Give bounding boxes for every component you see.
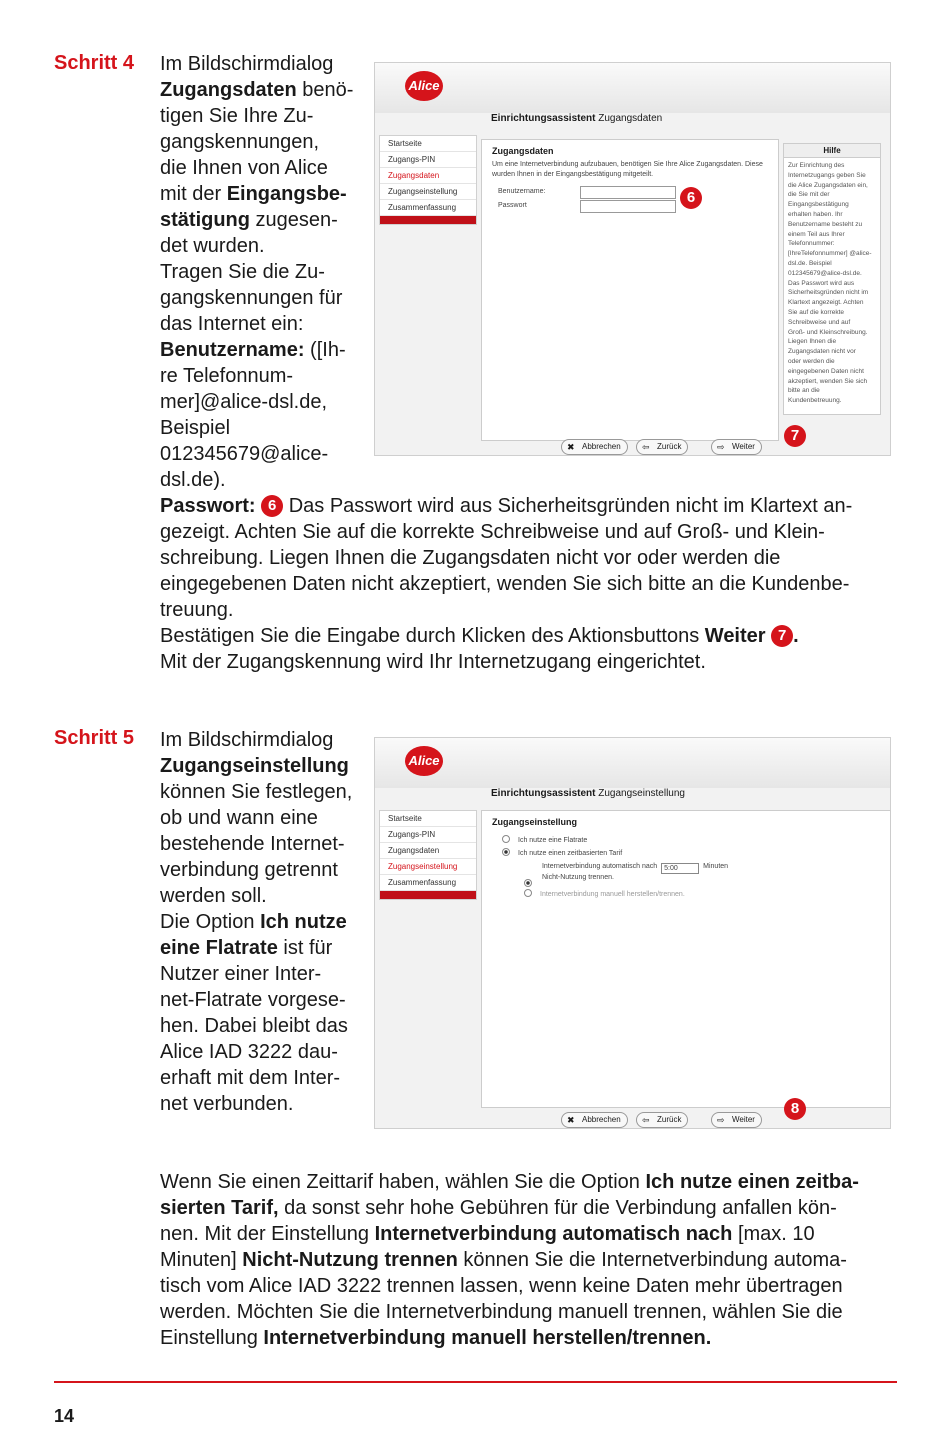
text-segment: die Ihnen von Alice [160,157,328,179]
text-segment: verbindung getrennt [160,859,338,881]
menu-item[interactable]: Zugangsdaten [380,843,476,859]
back-button[interactable]: ⇦ Zurück [636,1112,688,1128]
text-segment: Wenn Sie einen Zeittarif haben, wählen Sie die Option [160,1171,646,1193]
text-segment: Benutzername: [160,339,305,361]
text-segment: schreibung. Liegen Ihnen die Zugangsdaten nicht vor oder werden die [160,547,781,569]
help-line: Eingangsbestätigung [788,201,849,209]
screenshot-header [375,738,890,788]
help-line: Benutzername besteht zu [788,220,863,228]
text-segment: Das Passwort wird aus Sicherheitsgründen nicht im Klartext an- [283,495,853,517]
text-segment: werden. Möchten Sie die Internetverbindung manuell trennen, wählen Sie die [160,1301,843,1323]
text-line [160,389,365,415]
text-segment: Nicht-Nutzung trennen [242,1249,458,1271]
help-line: Groß- und Kleinschreibung. [788,328,868,336]
help-line: Zur Einrichtung des [788,162,845,169]
radio-auto-disconnect[interactable] [524,879,532,887]
text-segment: ob und wann eine [160,807,318,829]
text-segment: werden soll. [160,885,267,907]
callout-6: 6 [680,187,702,209]
close-icon: ✖ [567,442,575,452]
help-line: Schreibweise und auf [788,318,851,326]
text-line [160,103,365,129]
menu-item[interactable]: Zusammenfassung [380,875,476,891]
text-line [160,961,365,987]
help-line: die Alice Zugangsdaten ein, [788,181,868,189]
help-line: Klartext angezeigt. Achten [788,299,864,307]
text-segment: Bestätigen Sie die Eingabe durch Klicken des Aktionsbuttons [160,625,705,647]
text-segment: zugesen- [250,209,338,231]
text-segment: net-Flatrate vorgese- [160,989,346,1011]
option-auto-disconnect[interactable]: Internetverbindung automatisch nach 5:00 Minuten Nicht-Nutzung trennen. [524,863,728,887]
text-line [160,831,365,857]
help-title: Hilfe [784,144,880,158]
text-line [160,519,900,545]
text-line [160,805,365,831]
text-line [160,181,365,207]
alice-logo: Alice [405,71,443,101]
help-line: Telefonnummer: [788,240,835,248]
text-segment: können Sie festlegen, [160,781,353,803]
text-line [160,623,900,649]
close-icon: ✖ [567,1115,575,1125]
text-segment: nen. Mit der Einstellung [160,1223,375,1245]
text-line [160,467,365,493]
help-line: dsl.de. Beispiel [788,259,832,267]
text-segment: det wurden. [160,235,265,257]
text-segment: tigen Sie Ihre Zu- [160,105,314,127]
text-line [160,1325,900,1351]
text-line [160,1195,900,1221]
text-segment: können Sie die Internetverbindung automa- [457,1249,847,1271]
text-line [160,155,365,181]
help-line: eingegebenen Daten nicht [788,367,864,375]
text-segment: gangskennungen für [160,287,343,309]
cancel-button[interactable]: ✖ Abbrechen [561,439,628,455]
option-manual[interactable]: Internetverbindung manuell herstellen/trennen. [524,889,685,898]
text-segment: mer]@alice-dsl.de, [160,391,328,413]
text-segment: Weiter [704,625,766,647]
text-segment: tisch vom Alice IAD 3222 trennen lassen, wenn keine Daten mehr übertragen [160,1275,843,1297]
text-segment: Internetverbindung manuell herstellen/trennen. [263,1327,712,1349]
wizard-button-bar [481,427,890,457]
text-segment: stätigung [160,209,250,231]
callout-badge: 6 [261,495,283,517]
arrow-left-icon: ⇦ [642,442,650,452]
text-segment: Einstellung [160,1327,264,1349]
text-line [160,597,900,623]
text-line [160,1065,365,1091]
text-line [160,207,365,233]
password-input[interactable] [580,200,676,213]
menu-item[interactable]: Startseite [380,811,476,827]
callout-8: 8 [784,1098,806,1120]
step-5-column-text [160,727,365,1117]
radio-flatrate[interactable] [502,835,510,843]
step-4-wide-text [160,493,900,675]
radio-time-tariff[interactable] [502,848,510,856]
wizard-menu [379,135,477,225]
help-line: die Sie mit der [788,191,830,199]
radio-manual[interactable] [524,889,532,897]
text-line [160,285,365,311]
text-line [160,441,365,467]
menu-item[interactable]: Startseite [380,136,476,152]
help-box [783,143,881,415]
help-line: erhalten haben. Ihr [788,210,843,218]
text-segment: bestehende Internet- [160,833,345,855]
text-segment: [max. 10 [732,1223,815,1245]
screenshot-header [375,63,890,113]
text-line [160,727,365,753]
text-segment: eine Flatrate [160,937,278,959]
text-line [160,1039,365,1065]
menu-item[interactable]: Zugangseinstellung [380,184,476,200]
text-segment: 012345679@alice- [160,443,329,465]
text-line [160,259,365,285]
menu-item[interactable]: Zugangsdaten [380,168,476,184]
text-line [160,311,365,337]
text-segment: da sonst sehr hohe Gebühren für die Verbindung anfallen kön- [278,1197,837,1219]
text-line [160,1299,900,1325]
callout-7: 7 [784,425,806,447]
text-segment: Zugangseinstellung [160,755,349,777]
text-segment: mit der [160,183,227,205]
screenshot-zugangseinstellung [374,737,891,1129]
text-segment: Ich nutze einen zeitba- [645,1171,859,1193]
password-label: Passwort [498,202,527,209]
text-segment: eingegebenen Daten nicht akzeptiert, wenden Sie sich bitte an die Kundenbe- [160,573,850,595]
wizard-title: Einrichtungsassistent Zugangseinstellung [491,788,685,799]
text-segment: erhaft mit dem Inter- [160,1067,341,1089]
text-line [160,1273,900,1299]
text-line [160,649,900,675]
text-segment: gangskennungen, [160,131,320,153]
text-segment: Minuten] [160,1249,243,1271]
text-segment: Im Bildschirmdialog [160,53,334,75]
help-line: Liegen Ihnen die [788,338,837,346]
menu-footer-bar [380,216,476,224]
text-segment: hen. Dabei bleibt das [160,1015,348,1037]
wizard-menu [379,810,477,900]
text-line [160,51,365,77]
text-segment: ist für [277,937,333,959]
text-line [160,415,365,441]
wizard-button-bar [481,1100,890,1130]
text-segment: Ich nutze [260,911,347,933]
next-button[interactable]: ⇨ Weiter [711,1112,762,1128]
text-segment: Mit der Zugangskennung wird Ihr Internetzugang eingerichtet. [160,651,706,673]
text-segment: treuung. [160,599,234,621]
text-line [160,545,900,571]
text-segment: Nutzer einer Inter- [160,963,322,985]
help-line: [IhreTelefonnummer] @alice- [788,250,872,258]
menu-footer-bar [380,891,476,899]
text-segment: Passwort: [160,495,256,517]
text-line [160,779,365,805]
text-line [160,1013,365,1039]
help-line: Das Passwort wird aus [788,279,855,287]
text-line [160,493,900,519]
text-segment: Tragen Sie die Zu- [160,261,325,283]
text-segment: Die Option [160,911,261,933]
back-button[interactable]: ⇦ Zurück [636,439,688,455]
text-line [160,1247,900,1273]
page-number: 14 [54,1406,75,1426]
text-segment: re Telefonnum- [160,365,294,387]
help-line: Zugangsdaten nicht vor [788,348,856,356]
help-line: Kundenbetreuung. [788,397,842,405]
zugangseinstellung-panel [481,810,891,1108]
help-line: Sie auf die korrekte [788,308,845,316]
username-input[interactable] [580,186,676,199]
screenshot-zugangsdaten [374,62,891,456]
help-line: bitte an die [788,387,820,395]
text-segment: dsl.de). [160,469,226,491]
zugangsdaten-panel [481,139,779,441]
help-line: 012345679@alice-dsl.de. [788,269,862,277]
help-line: oder werden die [788,357,835,365]
step-4-label: Schritt 4 [54,52,135,74]
minutes-select[interactable]: 5:00 [661,863,699,874]
wizard-title: Einrichtungsassistent Zugangsdaten [491,113,663,124]
text-segment: Eingangsbe- [226,183,347,205]
text-line [160,363,365,389]
text-segment: ([Ih- [304,339,346,361]
menu-item[interactable]: Zugangseinstellung [380,859,476,875]
footer-rule [54,1381,897,1383]
text-segment: Alice IAD 3222 dau- [160,1041,338,1063]
text-line [160,1169,900,1195]
text-line [160,129,365,155]
text-line [160,571,900,597]
text-segment: Beispiel [160,417,231,439]
arrow-left-icon: ⇦ [642,1115,650,1125]
text-line [160,337,365,363]
menu-item[interactable]: Zugangs-PIN [380,827,476,843]
menu-item[interactable]: Zugangs-PIN [380,152,476,168]
panel-text: Um eine Internetverbindung aufzubauen, benötigen Sie Ihre Alice Zugangsdaten. Diese wurden Ihnen in der Eingangsbestätigung mitgeteilt. [492,161,763,178]
username-label: Benutzername: [498,188,546,195]
arrow-right-icon: ⇨ [717,1115,725,1125]
panel-heading: Zugangsdaten [492,146,554,156]
text-line [160,1091,365,1117]
help-line: Sicherheitsgründen nicht im [788,289,869,297]
help-line: einem Teil aus Ihrer [788,230,845,238]
text-line [160,987,365,1013]
text-segment: Internetverbindung automatisch nach [374,1223,733,1245]
callout-badge: 7 [771,625,793,647]
cancel-button[interactable]: ✖ Abbrechen [561,1112,628,1128]
text-segment: gezeigt. Achten Sie auf die korrekte Schreibweise und auf Groß- und Klein- [160,521,825,543]
text-line [160,883,365,909]
text-segment: . [793,625,799,647]
menu-item[interactable]: Zusammenfassung [380,200,476,216]
text-line [160,935,365,961]
step-5-wide-text [160,1169,900,1351]
option-time-tariff[interactable]: Ich nutze einen zeitbasierten Tarif [502,848,622,857]
text-line [160,753,365,779]
help-text [784,158,880,409]
text-line [160,909,365,935]
text-segment: Im Bildschirmdialog [160,729,334,751]
arrow-right-icon: ⇨ [717,442,725,452]
alice-logo: Alice [405,746,443,776]
text-segment: sierten Tarif, [160,1197,279,1219]
text-line [160,233,365,259]
help-line: akzeptiert, wenden Sie sich [788,377,868,385]
option-flatrate[interactable]: Ich nutze eine Flatrate [502,835,587,844]
text-line [160,857,365,883]
text-segment: Zugangsdaten [160,79,297,101]
text-line [160,1221,900,1247]
text-segment: benö- [296,79,354,101]
text-line [160,77,365,103]
text-segment: das Internet ein: [160,313,304,335]
next-button[interactable]: ⇨ Weiter [711,439,762,455]
panel-heading: Zugangseinstellung [492,817,578,827]
step-5-label: Schritt 5 [54,727,135,749]
help-line: Internetzugangs geben Sie [788,171,866,179]
step-4-column-text [160,51,365,493]
text-segment: net verbunden. [160,1093,294,1115]
